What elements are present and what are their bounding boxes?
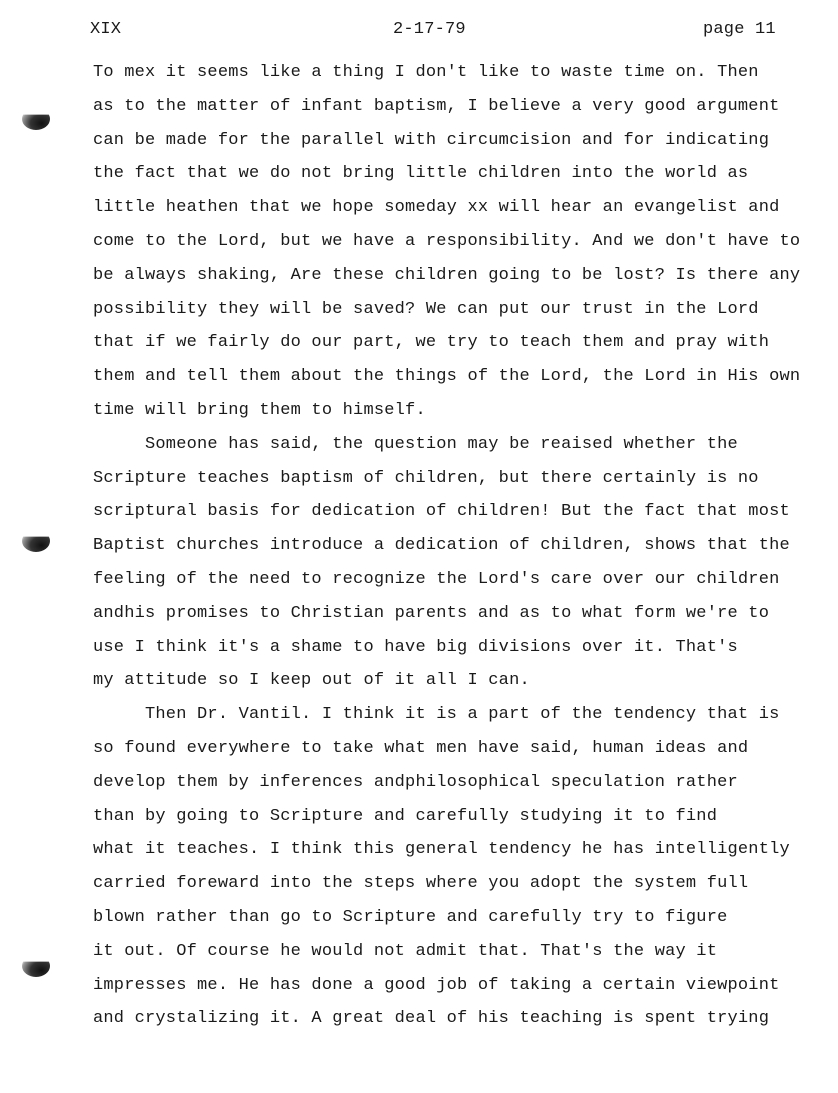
punch-hole-shadow	[22, 530, 50, 552]
text-line: be always shaking, Are these children going to be lost? Is there any	[93, 265, 801, 285]
text-line: than by going to Scripture and carefully studying it to find	[93, 806, 718, 826]
text-line: Someone has said, the question may be reaised whether the	[93, 434, 738, 454]
text-line: Then Dr. Vantil. I think it is a part of the tendency that is	[93, 705, 780, 725]
text-line: it out. Of course he would not admit that. That's the way it	[93, 941, 718, 961]
text-line: carried foreward into the steps where you adopt the system full	[93, 874, 749, 894]
text-line: Scripture teaches baptism of children, but there certainly is no	[93, 468, 759, 488]
text-line: Baptist churches introduce a dedication of children, shows that the	[93, 536, 790, 556]
section-number: XIX	[90, 20, 122, 39]
text-line: come to the Lord, but we have a responsibility. And we don't have to	[93, 231, 801, 251]
text-line: develop them by inferences andphilosophical speculation rather	[93, 772, 738, 792]
text-line: use I think it's a shame to have big divisions over it. That's	[93, 637, 738, 657]
text-line: and crystalizing it. A great deal of his teaching is spent trying	[93, 1009, 770, 1029]
text-line: possibility they will be saved? We can put our trust in the Lord	[93, 299, 759, 319]
text-line: impresses me. He has done a good job of taking a certain viewpoint	[93, 975, 780, 995]
text-line: can be made for the parallel with circumcision and for indicating	[93, 130, 770, 150]
text-line: blown rather than go to Scripture and carefully try to figure	[93, 907, 728, 927]
page-number: page 11	[703, 20, 776, 39]
text-line: time will bring them to himself.	[93, 400, 426, 420]
text-line: andhis promises to Christian parents and as to what form we're to	[93, 603, 770, 623]
text-line: so found everywhere to take what men have said, human ideas and	[93, 738, 749, 758]
text-line: what it teaches. I think this general tendency he has intelligently	[93, 840, 790, 860]
body-text	[93, 56, 800, 1036]
text-line: them and tell them about the things of the Lord, the Lord in His own	[93, 367, 801, 387]
text-line: scriptural basis for dedication of children! But the fact that most	[93, 502, 790, 522]
punch-hole-shadow	[22, 955, 50, 977]
text-line: To mex it seems like a thing I don't like to waste time on. Then	[93, 63, 759, 82]
punch-hole-shadow	[22, 108, 50, 130]
text-line: my attitude so I keep out of it all I can.	[93, 671, 530, 691]
text-line: the fact that we do not bring little children into the world as	[93, 164, 749, 184]
text-line: as to the matter of infant baptism, I believe a very good argument	[93, 96, 780, 116]
text-line: feeling of the need to recognize the Lord's care over our children	[93, 569, 780, 589]
document-date: 2-17-79	[393, 20, 466, 39]
text-line: little heathen that we hope someday xx will hear an evangelist and	[93, 198, 780, 218]
text-line: that if we fairly do our part, we try to teach them and pray with	[93, 333, 770, 353]
